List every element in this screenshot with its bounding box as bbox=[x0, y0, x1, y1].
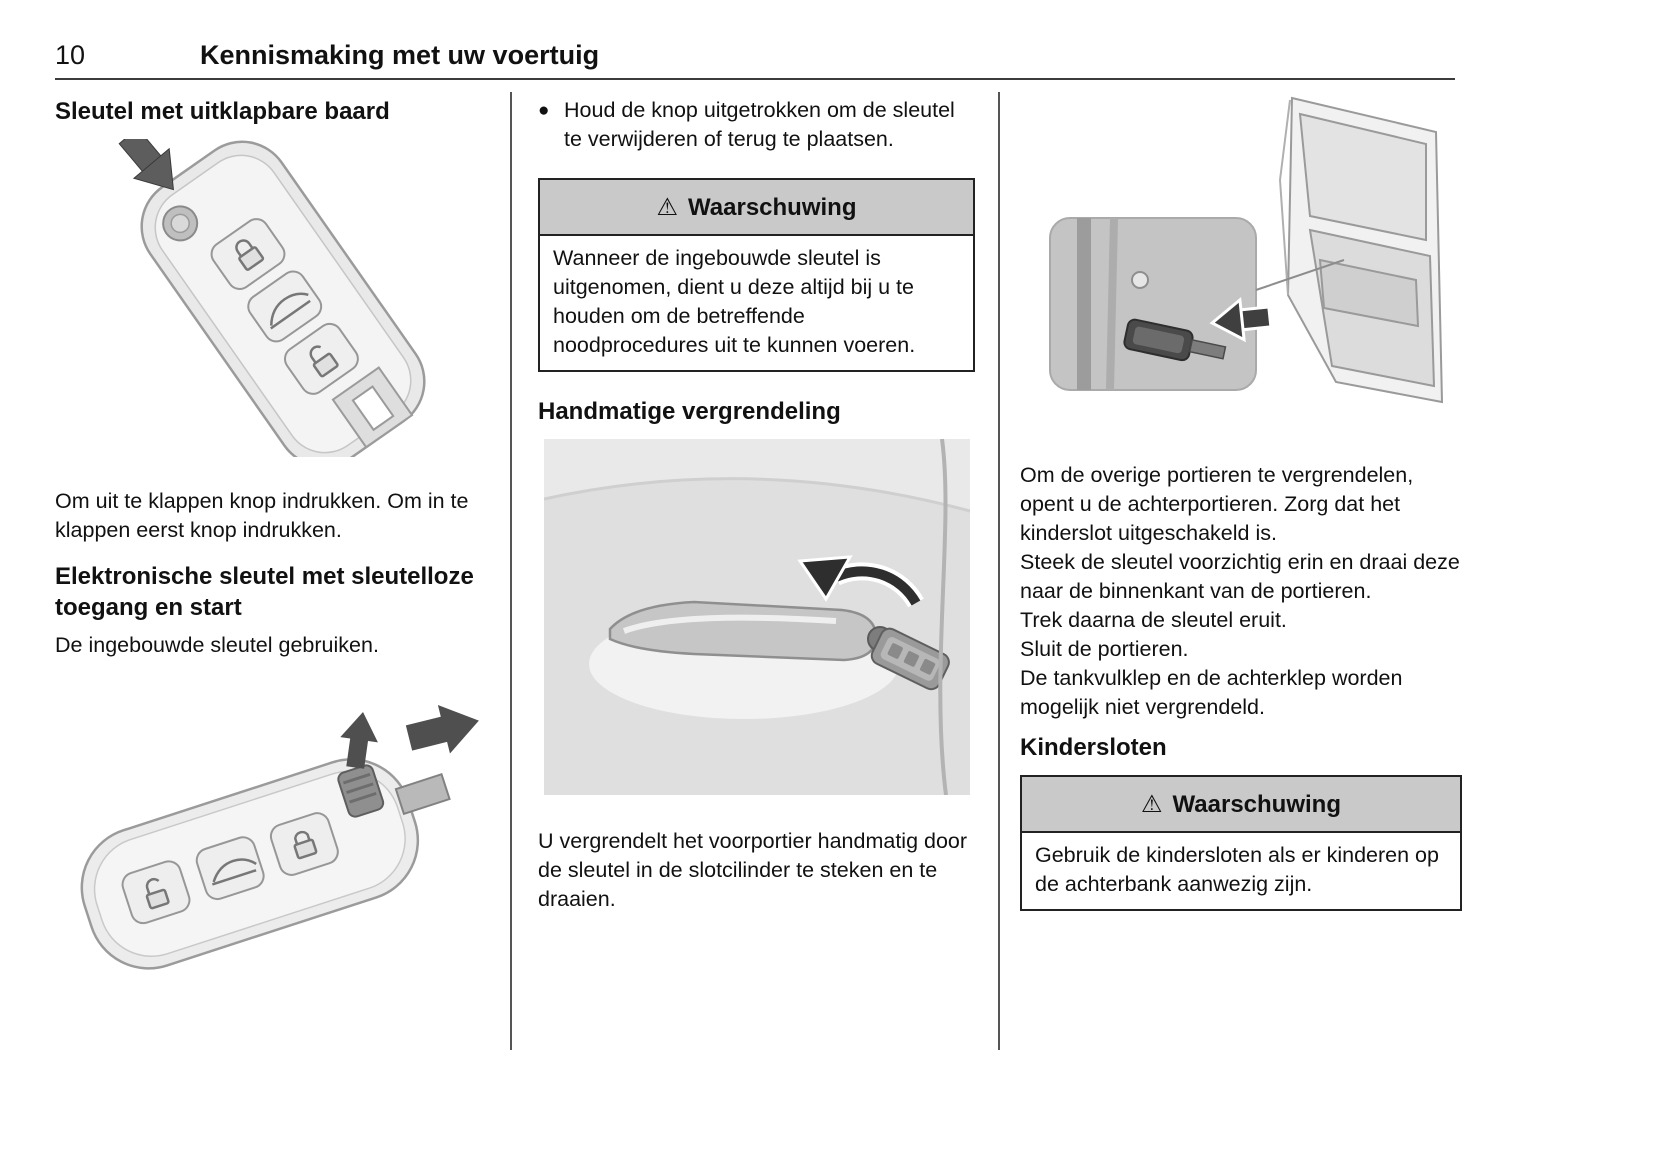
warning-triangle-icon: ⚠ bbox=[1141, 791, 1163, 818]
paragraph-electronic-key: De ingebouwde sleutel gebruiken. bbox=[55, 633, 379, 657]
paragraph-remove-key: Houd de knop uitgetrokken om de sleutel te verwijderen of terug te plaatsen. bbox=[564, 98, 955, 151]
column-divider bbox=[998, 92, 1000, 1050]
section-heading-manual-locking: Handmatige vergrendeling bbox=[538, 398, 841, 425]
paragraph-lock-rear-5: De tankvulklep en de achterklep worden mogelijk niet vergrendeld. bbox=[1020, 666, 1403, 719]
warning-body: Wanneer de ingebouwde sleutel is uitgenomen, dient u deze altijd bij u te houden om de betreffende noodprocedures uit te kunnen voeren. bbox=[540, 236, 973, 370]
chapter-title: Kennismaking met uw voertuig bbox=[200, 40, 600, 70]
warning-header bbox=[1022, 777, 1460, 833]
warning-title: Waarschuwing bbox=[688, 194, 857, 221]
column-middle bbox=[538, 96, 975, 914]
header-rule bbox=[55, 78, 1455, 80]
warning-triangle-icon: ⚠ bbox=[656, 194, 679, 221]
warning-title: Waarschuwing bbox=[1172, 791, 1341, 818]
column-left bbox=[55, 96, 492, 970]
section-heading-child-locks: Kindersloten bbox=[1020, 734, 1167, 761]
page-number: 10 bbox=[55, 40, 86, 70]
door-edge-inset bbox=[1050, 218, 1272, 390]
paragraph-flip-key: Om uit te klappen knop indrukken. Om in te klappen eerst knop indrukken. bbox=[55, 489, 469, 542]
warning-body: Gebruik de kindersloten als er kinderen op de achterbank aanwezig zijn. bbox=[1022, 833, 1460, 909]
column-divider bbox=[510, 92, 512, 1050]
section-heading-flip-key: Sleutel met uitklapbare baard bbox=[55, 98, 390, 125]
rear-door-lock-illustration bbox=[1044, 90, 1462, 435]
electronic-key-illustration bbox=[57, 682, 492, 970]
paragraph-lock-rear-3: Trek daarna de sleutel eruit. bbox=[1020, 608, 1287, 632]
paragraph-lock-rear-2: Steek de sleutel voorzichtig erin en draai deze naar de binnenkant van de portieren. bbox=[1020, 550, 1460, 603]
paragraph-manual-locking: U vergrendelt het voorportier handmatig door de sleutel in de slotcilinder te steken en te draaien. bbox=[538, 829, 968, 911]
paragraph-lock-rear-4: Sluit de portieren. bbox=[1020, 637, 1189, 661]
warning-box-child-locks bbox=[1020, 775, 1462, 911]
flip-key-illustration bbox=[73, 139, 492, 457]
column-right bbox=[1020, 90, 1462, 911]
section-heading-electronic-key: Elektronische sleutel met sleutelloze toegang en start bbox=[55, 563, 474, 621]
paragraph-lock-rear-1: Om de overige portieren te vergrendelen, opent u de achterportieren. Zorg dat het kinderslot uitgeschakeld is. bbox=[1020, 463, 1414, 545]
bullet-marker: ● bbox=[538, 100, 550, 121]
remove-key-arrow-icon bbox=[403, 696, 482, 762]
bullet-item bbox=[538, 96, 975, 154]
warning-box-key bbox=[538, 178, 975, 372]
warning-header bbox=[540, 180, 973, 236]
door-handle-illustration bbox=[544, 439, 975, 795]
